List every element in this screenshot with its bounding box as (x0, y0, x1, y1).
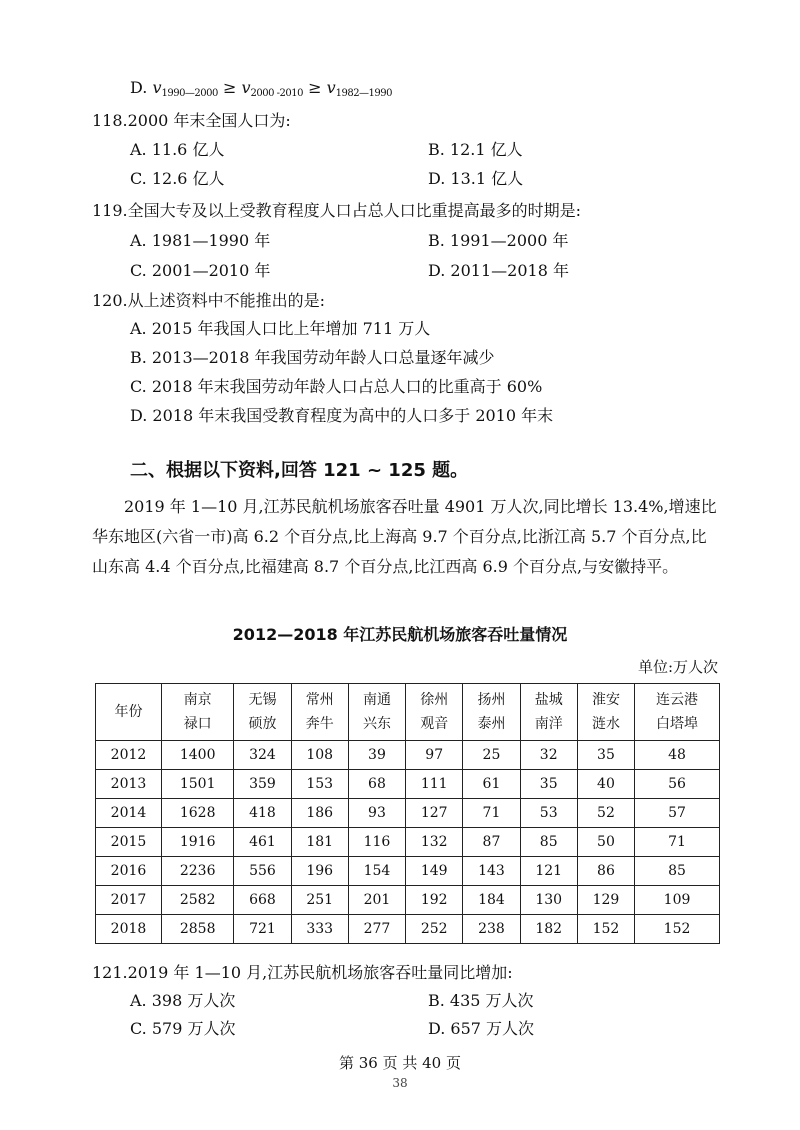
table-cell: 461 (234, 828, 291, 857)
table-cell: 132 (406, 828, 463, 857)
table-cell: 130 (520, 886, 577, 915)
header-airport: 淮安 涟水 (577, 684, 634, 741)
table-cell: 48 (635, 741, 720, 770)
table-cell: 184 (463, 886, 520, 915)
table-cell: 85 (635, 857, 720, 886)
table-cell: 39 (348, 741, 405, 770)
header-year: 年份 (96, 684, 162, 741)
table-cell: 35 (520, 770, 577, 799)
table-cell: 201 (348, 886, 405, 915)
header-airport: 无锡 硕放 (234, 684, 291, 741)
table-cell: 87 (463, 828, 520, 857)
table-cell: 277 (348, 915, 405, 944)
page-number: 38 (392, 1076, 408, 1090)
header-airport: 徐州 观音 (406, 684, 463, 741)
table-cell: 35 (577, 741, 634, 770)
q121-option-a: A. 398 万人次 (130, 991, 236, 1010)
table-row (96, 770, 720, 799)
table-cell: 50 (577, 828, 634, 857)
table-unit: 单位:万人次 (637, 658, 718, 676)
table-cell: 154 (348, 857, 405, 886)
q119-option-d: D. 2011—2018 年 (428, 261, 569, 280)
table-row (96, 857, 720, 886)
table-cell: 61 (463, 770, 520, 799)
table-cell: 2858 (162, 915, 234, 944)
page-footer: 第 36 页 共 40 页 (338, 1054, 461, 1072)
row-year: 2016 (96, 857, 162, 886)
table-cell: 121 (520, 857, 577, 886)
table-cell: 129 (577, 886, 634, 915)
table-cell: 186 (291, 799, 348, 828)
q118-option-d: D. 13.1 亿人 (428, 169, 524, 188)
header-airport: 南通 兴东 (348, 684, 405, 741)
header-airport: 南京 禄口 (162, 684, 234, 741)
table-cell: 97 (406, 741, 463, 770)
table-cell: 238 (463, 915, 520, 944)
table-cell: 116 (348, 828, 405, 857)
header-airport: 常州 奔牛 (291, 684, 348, 741)
table-cell: 359 (234, 770, 291, 799)
table-cell: 418 (234, 799, 291, 828)
table-cell: 40 (577, 770, 634, 799)
row-year: 2015 (96, 828, 162, 857)
section-paragraph: 2019 年 1—10 月,江苏民航机场旅客吞吐量 4901 万人次,同比增长 13.4%,增速比华东地区(六省一市)高 6.2 个百分点,比上海高 9.7 个百分点,比浙江高 5.7 个百分点,比山东高 4.4 个百分点,比福建高 8.7 个百分点,比江西高 6.9 个百分点,与安徽持平。 (92, 497, 717, 576)
table-cell: 181 (291, 828, 348, 857)
q120-option-c: C. 2018 年末我国劳动年龄人口占总人口的比重高于 60% (130, 377, 543, 396)
header-airport: 盐城 南洋 (520, 684, 577, 741)
table-cell: 333 (291, 915, 348, 944)
q120-stem: 120.从上述资料中不能推出的是: (92, 291, 326, 310)
q120-option-d: D. 2018 年末我国受教育程度为高中的人口多于 2010 年末 (130, 406, 554, 425)
table-cell: 153 (291, 770, 348, 799)
table-row (96, 741, 720, 770)
table-cell: 68 (348, 770, 405, 799)
q121-option-b: B. 435 万人次 (428, 991, 534, 1010)
table-cell: 127 (406, 799, 463, 828)
table-cell: 143 (463, 857, 520, 886)
q119-option-a: A. 1981—1990 年 (130, 231, 271, 250)
table-cell: 1400 (162, 741, 234, 770)
table-row (96, 886, 720, 915)
table-cell: 251 (291, 886, 348, 915)
table-cell: 53 (520, 799, 577, 828)
table-cell: 252 (406, 915, 463, 944)
table-cell: 556 (234, 857, 291, 886)
q118-option-b: B. 12.1 亿人 (428, 140, 523, 159)
table-cell: 25 (463, 741, 520, 770)
airport-traffic-table (95, 683, 720, 944)
q117-option-d: D. $v_{1990—2000} \ge v_{2000 -2010} \ge v_{1982—1990}$ (130, 78, 393, 99)
table-cell: 85 (520, 828, 577, 857)
table-cell: 192 (406, 886, 463, 915)
row-year: 2013 (96, 770, 162, 799)
table-cell: 32 (520, 741, 577, 770)
header-airport: 连云港 白塔埠 (635, 684, 720, 741)
q120-option-b: B. 2013—2018 年我国劳动年龄人口总量逐年减少 (130, 348, 495, 367)
table-cell: 52 (577, 799, 634, 828)
table-cell: 152 (635, 915, 720, 944)
table-header-row (96, 684, 720, 741)
q118-option-a: A. 11.6 亿人 (130, 140, 225, 159)
table-cell: 111 (406, 770, 463, 799)
table-cell: 152 (577, 915, 634, 944)
row-year: 2017 (96, 886, 162, 915)
header-airport: 扬州 泰州 (463, 684, 520, 741)
table-cell: 71 (463, 799, 520, 828)
table-title: 2012—2018 年江苏民航机场旅客吞吐量情况 (232, 625, 568, 644)
table-cell: 182 (520, 915, 577, 944)
q119-option-b: B. 1991—2000 年 (428, 231, 569, 250)
q119-option-c: C. 2001—2010 年 (130, 261, 271, 280)
row-year: 2014 (96, 799, 162, 828)
row-year: 2018 (96, 915, 162, 944)
table-cell: 149 (406, 857, 463, 886)
table-cell: 109 (635, 886, 720, 915)
table-row (96, 915, 720, 944)
table-cell: 93 (348, 799, 405, 828)
row-year: 2012 (96, 741, 162, 770)
table-cell: 721 (234, 915, 291, 944)
q121-option-c: C. 579 万人次 (130, 1019, 236, 1038)
table-cell: 56 (635, 770, 720, 799)
table-cell: 57 (635, 799, 720, 828)
section-heading: 二、根据以下资料,回答 121 ~ 125 题。 (130, 460, 469, 481)
table-cell: 1916 (162, 828, 234, 857)
q119-stem: 119.全国大专及以上受教育程度人口占总人口比重提高最多的时期是: (92, 201, 582, 220)
table-cell: 86 (577, 857, 634, 886)
table-row (96, 828, 720, 857)
table-cell: 71 (635, 828, 720, 857)
table-cell: 324 (234, 741, 291, 770)
table-cell: 2236 (162, 857, 234, 886)
q118-stem: 118.2000 年末全国人口为: (92, 111, 291, 130)
table-row (96, 799, 720, 828)
table-cell: 2582 (162, 886, 234, 915)
q120-option-a: A. 2015 年我国人口比上年增加 711 万人 (130, 319, 431, 338)
q121-stem: 121.2019 年 1—10 月,江苏民航机场旅客吞吐量同比增加: (92, 963, 513, 982)
table-cell: 668 (234, 886, 291, 915)
table-cell: 196 (291, 857, 348, 886)
table-cell: 1628 (162, 799, 234, 828)
q121-option-d: D. 657 万人次 (428, 1019, 535, 1038)
table-cell: 1501 (162, 770, 234, 799)
q118-option-c: C. 12.6 亿人 (130, 169, 225, 188)
table-cell: 108 (291, 741, 348, 770)
